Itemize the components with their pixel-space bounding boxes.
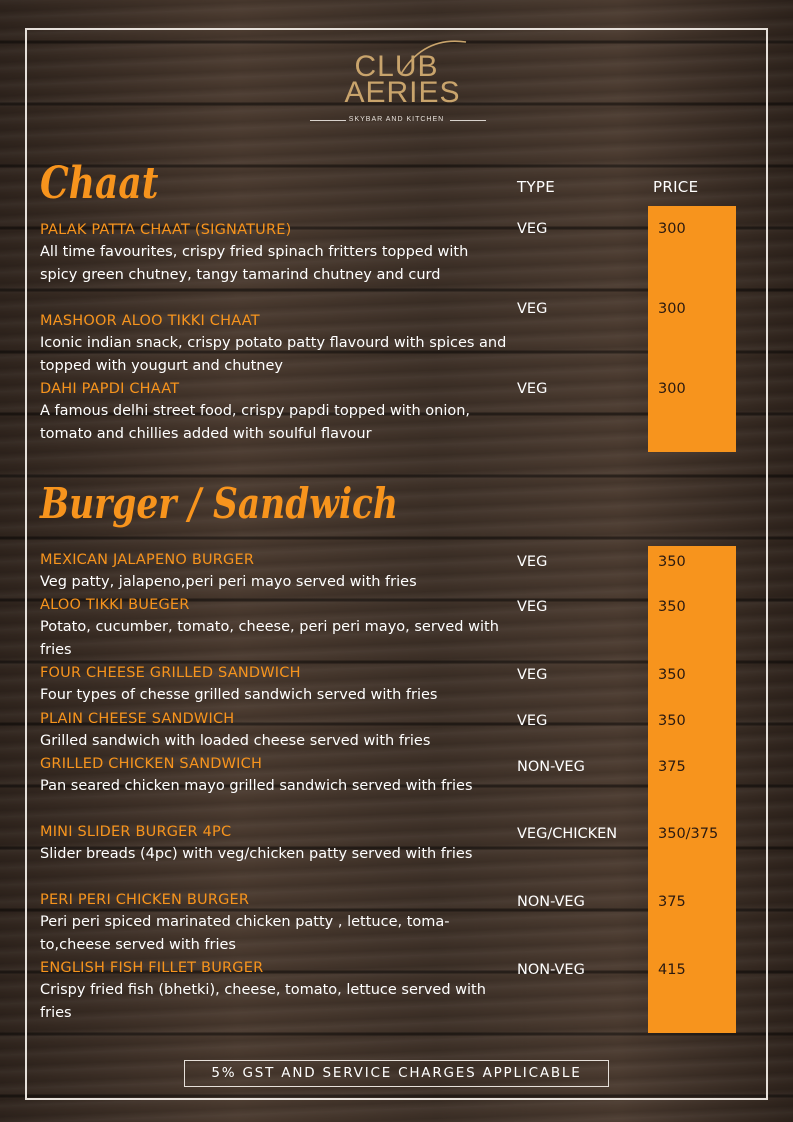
item-name: FOUR CHEESE GRILLED SANDWICH xyxy=(40,665,301,681)
item-price: 300 xyxy=(658,301,686,317)
item-description: Crispy fried fish (bhetki), cheese, tomato, lettuce served with fries xyxy=(40,982,486,1021)
logo-line-2: AERIES xyxy=(344,76,461,109)
menu-item xyxy=(40,662,510,707)
price-column-bar xyxy=(648,206,736,452)
item-name: PALAK PATTA CHAAT (SIGNATURE) xyxy=(40,222,292,238)
tax-notice: 5% GST AND SERVICE CHARGES APPLICABLE xyxy=(184,1060,609,1087)
item-type: VEG xyxy=(517,381,548,397)
column-header-type: TYPE xyxy=(517,178,556,196)
menu-item xyxy=(40,549,510,594)
item-price: 350 xyxy=(658,667,686,683)
item-price: 375 xyxy=(658,759,686,775)
item-name: MASHOOR ALOO TIKKI CHAAT xyxy=(40,313,260,329)
logo xyxy=(0,38,793,128)
item-name: MINI SLIDER BURGER 4PC xyxy=(40,824,232,840)
column-header-price: PRICE xyxy=(653,178,699,196)
item-type: NON-VEG xyxy=(517,962,585,978)
item-description: Potato, cucumber, tomato, cheese, peri peri mayo, served with fries xyxy=(40,619,499,658)
item-description: Veg patty, jalapeno,peri peri mayo served with fries xyxy=(40,574,417,590)
logo-tagline: SKYBAR AND KITCHEN xyxy=(348,116,445,123)
menu-item xyxy=(40,821,510,866)
item-description: Slider breads (4pc) with veg/chicken patty served with fries xyxy=(40,846,473,862)
item-type: VEG xyxy=(517,301,548,317)
item-name: PLAIN CHEESE SANDWICH xyxy=(40,711,235,727)
menu-item xyxy=(40,378,510,445)
item-description: Pan seared chicken mayo grilled sandwich served with fries xyxy=(40,778,473,794)
menu-item xyxy=(40,753,510,798)
logo-line-1: CLUB xyxy=(354,50,439,83)
item-description: Iconic indian snack, crispy potato patty flavourd with spices and topped with yougurt and chutney xyxy=(40,335,507,374)
item-name: ALOO TIKKI BUEGER xyxy=(40,597,190,613)
item-type: NON-VEG xyxy=(517,759,585,775)
item-price: 350 xyxy=(658,599,686,615)
item-price: 350 xyxy=(658,713,686,729)
item-description: Peri peri spiced marinated chicken patty , lettuce, toma-to,cheese served with fries xyxy=(40,914,450,953)
item-price: 375 xyxy=(658,894,686,910)
section-title-chaat: Chaat xyxy=(40,158,159,209)
item-price: 415 xyxy=(658,962,686,978)
item-type: VEG/CHICKEN xyxy=(517,826,618,842)
item-name: GRILLED CHICKEN SANDWICH xyxy=(40,756,263,772)
item-type: VEG xyxy=(517,554,548,570)
item-type: VEG xyxy=(517,713,548,729)
item-description: Grilled sandwich with loaded cheese served with fries xyxy=(40,733,431,749)
menu-item xyxy=(40,957,510,1024)
item-price: 350 xyxy=(658,554,686,570)
item-description: A famous delhi street food, crispy papdi topped with onion, tomato and chillies added with soulful flavour xyxy=(40,403,471,442)
menu-item xyxy=(40,889,510,956)
menu-item xyxy=(40,219,510,286)
price-column-bar xyxy=(648,546,736,1033)
item-type: NON-VEG xyxy=(517,894,585,910)
item-name: DAHI PAPDI CHAAT xyxy=(40,381,180,397)
item-price: 300 xyxy=(658,381,686,397)
section-title-burger-sandwich: Burger / Sandwich xyxy=(40,479,399,528)
item-name: ENGLISH FISH FILLET BURGER xyxy=(40,960,264,976)
menu-item xyxy=(40,594,510,661)
item-price: 300 xyxy=(658,221,686,237)
item-name: PERI PERI CHICKEN BURGER xyxy=(40,892,250,908)
menu-item xyxy=(40,708,510,753)
item-type: VEG xyxy=(517,221,548,237)
menu-item xyxy=(40,310,510,377)
item-description: All time favourites, crispy fried spinach fritters topped with spicy green chutney, tangy tamarind chutney and curd xyxy=(40,244,469,283)
item-description: Four types of chesse grilled sandwich served with fries xyxy=(40,687,438,703)
item-name: MEXICAN JALAPENO BURGER xyxy=(40,552,255,568)
item-price: 350/375 xyxy=(658,826,719,842)
item-type: VEG xyxy=(517,599,548,615)
item-type: VEG xyxy=(517,667,548,683)
